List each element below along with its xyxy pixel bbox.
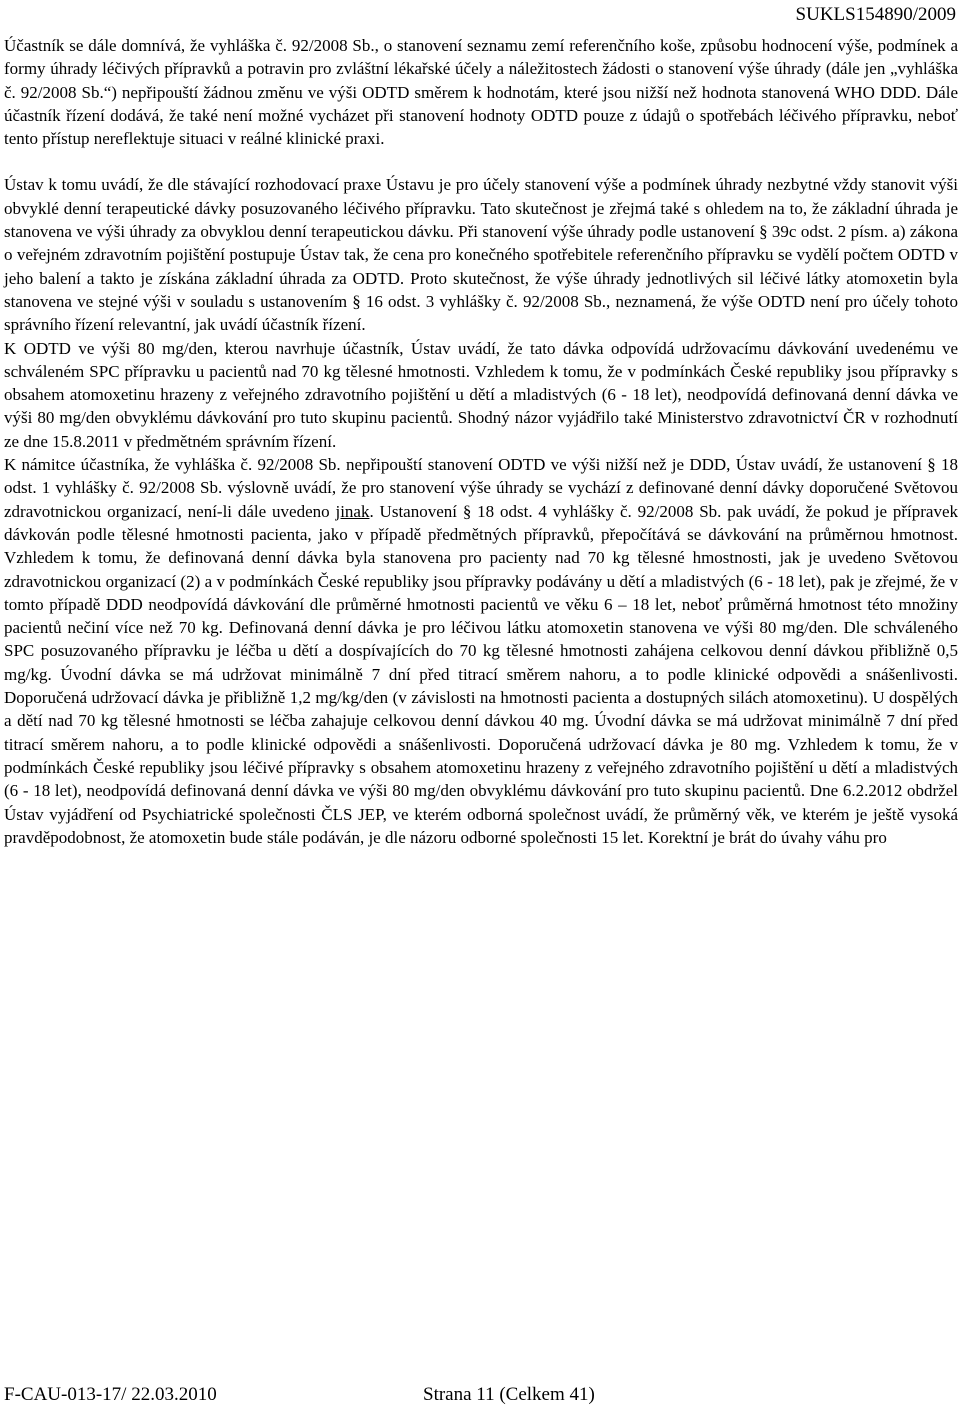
document-reference-number: SUKLS154890/2009	[795, 4, 956, 25]
paragraph-institute-response: Ústav k tomu uvádí, že dle stávající rozhodovací praxe Ústavu je pro účely stanovení výše a podmínek úhrady nezbytné vždy stanovit výši obvyklé denní terapeutické dávky posuzovaného léčivého přípravku. Tato skutečnost je zřejmá také s ohledem na to, že základní úhrada je stanovena ve výši úhrady za obvyklou denní terapeutickou dávku. Při stanovení výše úhrady podle ustanovení § 39c odst. 2 písm. a) zákona o veřejném zdravotním pojištění postupuje Ústav tak, že cena pro konečného spotřebitele referenčního přípravku se vydělí počtem ODTD v jeho balení a takto je získána základní úhrada za ODTD. Proto skutečnost, že výše úhrady jednotlivých sil léčivé látky atomoxetin byla stanovena ve stejné výši v souladu s ustanovením § 16 odst. 3 vyhlášky č. 92/2008 Sb., neznamená, že výše ODTD není pro účely tohoto správního řízení relevantní, jak uvádí účastník řízení.	[4, 175, 958, 335]
footer-page-number: Strana 11 (Celkem 41)	[423, 1384, 595, 1405]
page-footer	[4, 1384, 595, 1406]
paragraph-objection-response	[4, 453, 958, 849]
objection-text-start: K námitce účastníka, že vyhláška č. 92/2008 Sb. nepřipouští stanovení ODTD ve výši nižší než je DDD, Ústav uvádí, že ustanovení § 18 odst. 1 vyhlášky č. 92/2008 Sb. výslovně uvádí, že pro stanovení výše úhrady se vychází z definované denní dávky doporučené Světovou zdravotnickou organizací, není-li dále uvedeno	[4, 455, 958, 521]
paragraph-odtd-80mg: K ODTD ve výši 80 mg/den, kterou navrhuje účastník, Ústav uvádí, že tato dávka odpovídá udržovacímu dávkování uvedenému ve schváleném SPC přípravku u pacientů nad 70 kg tělesné hmotnosti. Vzhledem k tomu, že v podmínkách České republiky jsou přípravky s obsahem atomoxetinu hrazeny z veřejného zdravotního pojištění u dětí a mladistvých (6 - 18 let), neodpovídá definovaná denní dávka ve výši 80 mg/den obvyklému dávkování pro tuto skupinu pacientů. Shodný názor vyjádřilo také Ministerstvo zdravotnictví ČR v rozhodnutí ze dne 15.8.2011 v předmětném správním řízení.	[4, 338, 958, 451]
objection-text-rest: . Ustanovení § 18 odst. 4 vyhlášky č. 92/2008 Sb. pak uvádí, že pokud je přípravek dávkován podle tělesné hmotnosti pacienta, jako v případě předmětných přípravků, přepočítává se dávkování na průměrnou hmotnost. Vzhledem k tomu, že definovaná denní dávka byla stanovena pro pacienty nad 70 kg tělesné hmostnosti, jak je uvedeno Světovou zdravotnickou organizací (2) a v podmínkách České republiky jsou přípravky podávány u dětí a mladistvých (6 - 18 let), pak je zřejmé, že v tomto případě DDD neodpovídá dávkování dle průměrné hmotnosti pacientů ve věku 6 – 18 let, neboť průměrná hmotnost této množiny pacientů nečiní více než 70 kg. Definovaná denní dávka je pro léčivou látku atomoxetin stanovena ve výši 80 mg/den. Dle schváleného SPC posuzovaného přípravku je léčba u dětí a dospívajících do 70 kg tělesné hmotnosti zahájena celkovou denní dávkou přibližně 0,5 mg/kg. Úvodní dávka se má udržovat minimálně 7 dní před titrací směrem nahoru, a to podle klinické odpovědi a snášenlivosti. Doporučená udržovací dávka je přibližně 1,2 mg/kg/den (v závislosti na hmotnosti pacienta a dostupných silách atomoxetinu). U dospělých a dětí nad 70 kg tělesné hmotnosti se léčba zahajuje celkovou denní dávkou 40 mg. Úvodní dávka se má udržovat minimálně 7 dní před titrací směrem nahoru, a to podle klinické odpovědi a snášenlivosti. Doporučená udržovací dávka je 80 mg. Vzhledem k tomu, že v podmínkách České republiky jsou léčivé přípravky s obsahem atomoxetinu hrazeny z veřejného zdravotního pojištění u dětí a mladistvých (6 - 18 let), neodpovídá definovaná denní dávka ve výši 80 mg/den obvyklému dávkování pro tuto skupinu pacientů. Dne 6.2.2012 obdržel Ústav vyjádření od Psychiatrické společnosti ČLS JEP, ve kterém odborná společnost uvádí, že průměrný věk, ve kterém je ještě vysoká pravděpodobnost, že atomoxetin bude stále podáván, je dle názoru odborné společnosti 15 let. Korektní je brát do úvahy váhu pro	[4, 501, 959, 847]
document-body	[4, 34, 958, 849]
footer-form-code: F-CAU-013-17/ 22.03.2010	[4, 1384, 217, 1405]
paragraph-participant-claim: Účastník se dále domnívá, že vyhláška č. 92/2008 Sb., o stanovení seznamu zemí referenčního koše, způsobu hodnocení výše, podmínek a formy úhrady léčivých přípravků a potravin pro zvláštní lékařské účely a náležitostech žádosti o stanovení výše úhrady (dále jen „vyhláška č. 92/2008 Sb.“) nepřipouští žádnou změnu ve výši ODTD směrem k hodnotám, které jsou nižší než hodnota stanovená WHO DDD. Dále účastník řízení dodává, že také není možné vycházet při stanovení hodnoty ODTD pouze z údajů o spotřebách léčivého přípravku, neboť tento přístup nereflektuje situaci v reálné klinické praxi.	[4, 36, 958, 149]
underlined-word: jinak	[335, 501, 370, 521]
